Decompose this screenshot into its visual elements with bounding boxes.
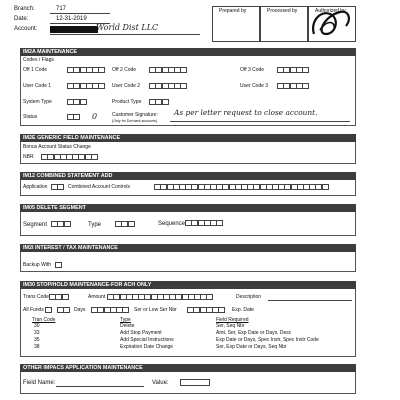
status-label: Status <box>23 114 38 120</box>
im2i-title: IM2I INTEREST / TAX MAINTENANCE <box>20 244 356 252</box>
backup-field[interactable] <box>56 262 62 268</box>
signature-line <box>170 121 350 122</box>
off2-label: Off 2 Code <box>112 67 137 73</box>
segment-label: Segment <box>23 222 48 228</box>
branch-value: 717 <box>56 6 67 12</box>
tran-row-field: Exp Date or Days, Spec Instr, Spec Instr Code <box>216 337 319 343</box>
amount-label: Amount <box>88 294 106 300</box>
col-type: Type <box>120 317 131 323</box>
product-type-label: Product Type <box>112 99 142 105</box>
days-field[interactable] <box>58 307 70 313</box>
im05-title: IM05 DELETE SEGMENT <box>20 204 356 212</box>
tran-row-type: Expiration Date Change <box>120 344 174 350</box>
date-value: 12-31-2019 <box>56 16 87 22</box>
off3-label: Off 3 Code <box>240 67 265 73</box>
customer-signature-label: Customer Signature: <box>112 112 158 118</box>
tran-row-type: Delete <box>120 323 135 329</box>
prepared-by-label: Prepared by <box>219 8 247 14</box>
ser-low-label: Ser or Low Ser Nbr <box>134 307 177 313</box>
tran-row-code: 30 <box>34 323 40 329</box>
product-type-field[interactable] <box>150 99 169 105</box>
account-underline <box>50 34 200 35</box>
signature-handwritten: As per letter request to close account. <box>174 108 318 117</box>
exp-date-label: Exp. Date <box>232 307 254 313</box>
im2a-title: IM2A MAINTENANCE <box>20 48 356 56</box>
type-label: Type <box>88 222 102 228</box>
user2-field[interactable] <box>150 83 187 89</box>
all-funds-field[interactable] <box>46 307 52 313</box>
account-handwritten: World Dist LLC <box>96 23 159 32</box>
user1-field[interactable] <box>68 83 105 89</box>
application-field[interactable] <box>52 184 64 190</box>
segment-field[interactable] <box>52 221 71 227</box>
backup-label: Backup With <box>23 262 52 268</box>
processed-by-box[interactable] <box>260 6 308 42</box>
bonus-label: Bonus Account Status Change <box>23 144 91 150</box>
amount-field[interactable] <box>108 294 213 300</box>
tran-code-label: Trans Code <box>23 294 49 300</box>
sequence-label: Sequence <box>158 221 186 227</box>
col-field-required: Field Required <box>216 317 249 323</box>
off1-field[interactable] <box>68 67 105 73</box>
tran-row-code: 33 <box>34 330 40 336</box>
tran-row-type: Add Special Instructions <box>120 337 174 343</box>
user3-field[interactable] <box>278 83 309 89</box>
tran-code-field[interactable] <box>50 294 69 300</box>
tran-row-field: Ser, Seq Nbr <box>216 323 245 329</box>
days-label: Days <box>74 307 86 313</box>
branch-label: Branch: <box>14 6 35 12</box>
user3-label: User Code 3 <box>240 83 269 89</box>
branch-underline <box>50 13 110 14</box>
authorized-signature-scribble <box>306 4 358 44</box>
combined-controls-label: Combined Account Controls <box>68 184 130 190</box>
field-name-label: Field Name: <box>23 380 56 386</box>
tran-row-type: Add Stop Payment <box>120 330 162 336</box>
codes-flags-label: Codes / Flags <box>23 57 54 63</box>
nbr-field[interactable] <box>42 154 98 160</box>
im30-title: IM30 STOP/HOLD MAINTENANCE-FOR ACH ONLY <box>20 281 356 289</box>
account-label: Account: <box>14 26 38 32</box>
description-line[interactable] <box>268 300 352 301</box>
off1-label: Off 1 Code <box>23 67 48 73</box>
im12-title: IM12 COMBINED STATEMENT ADD <box>20 172 356 180</box>
value-label: Value: <box>152 380 169 386</box>
off3-field[interactable] <box>278 67 309 73</box>
tran-row-code: 38 <box>34 344 40 350</box>
dormant-note: (Only for Dormant accounts) <box>112 119 158 123</box>
application-label: Application <box>23 184 48 190</box>
off2-field[interactable] <box>150 67 187 73</box>
value-field[interactable] <box>180 379 210 386</box>
system-type-label: System Type <box>23 99 52 105</box>
all-funds-label: All Funds <box>23 307 44 313</box>
field-name-line[interactable] <box>56 386 144 387</box>
tran-row-field: Amt, Ser, Exp Date or Days, Desc <box>216 330 292 336</box>
status-handwritten-value: 0 <box>92 112 98 121</box>
col-tran-code: Tran Code <box>32 317 56 323</box>
tran-row-field: Ser, Exp Date or Days, Seq Nbr <box>216 344 287 350</box>
combined-controls-field[interactable] <box>155 184 329 190</box>
processed-by-label: Processed by <box>267 8 298 14</box>
im2i-section <box>20 252 356 272</box>
status-field[interactable] <box>68 114 80 120</box>
exp-date-field[interactable] <box>188 307 225 313</box>
system-type-field[interactable] <box>68 99 87 105</box>
description-label: Description <box>236 294 262 300</box>
sequence-field[interactable] <box>186 220 223 226</box>
user2-label: User Code 2 <box>112 83 141 89</box>
user1-label: User Code 1 <box>23 83 52 89</box>
authorized-by-label: Authorized by <box>315 8 346 14</box>
account-redaction <box>50 26 98 33</box>
ser-low-field[interactable] <box>92 307 129 313</box>
date-label: Date: <box>14 16 29 22</box>
other-title: OTHER IMPACS APPLICATION MAINTENANCE <box>20 364 356 372</box>
nbr-label: NBR <box>23 154 34 160</box>
prepared-by-box[interactable] <box>212 6 260 42</box>
tran-row-code: 35 <box>34 337 40 343</box>
type-field[interactable] <box>116 221 135 227</box>
im2e-title: IM2E GENERIC FIELD MAINTENANCE <box>20 134 356 142</box>
